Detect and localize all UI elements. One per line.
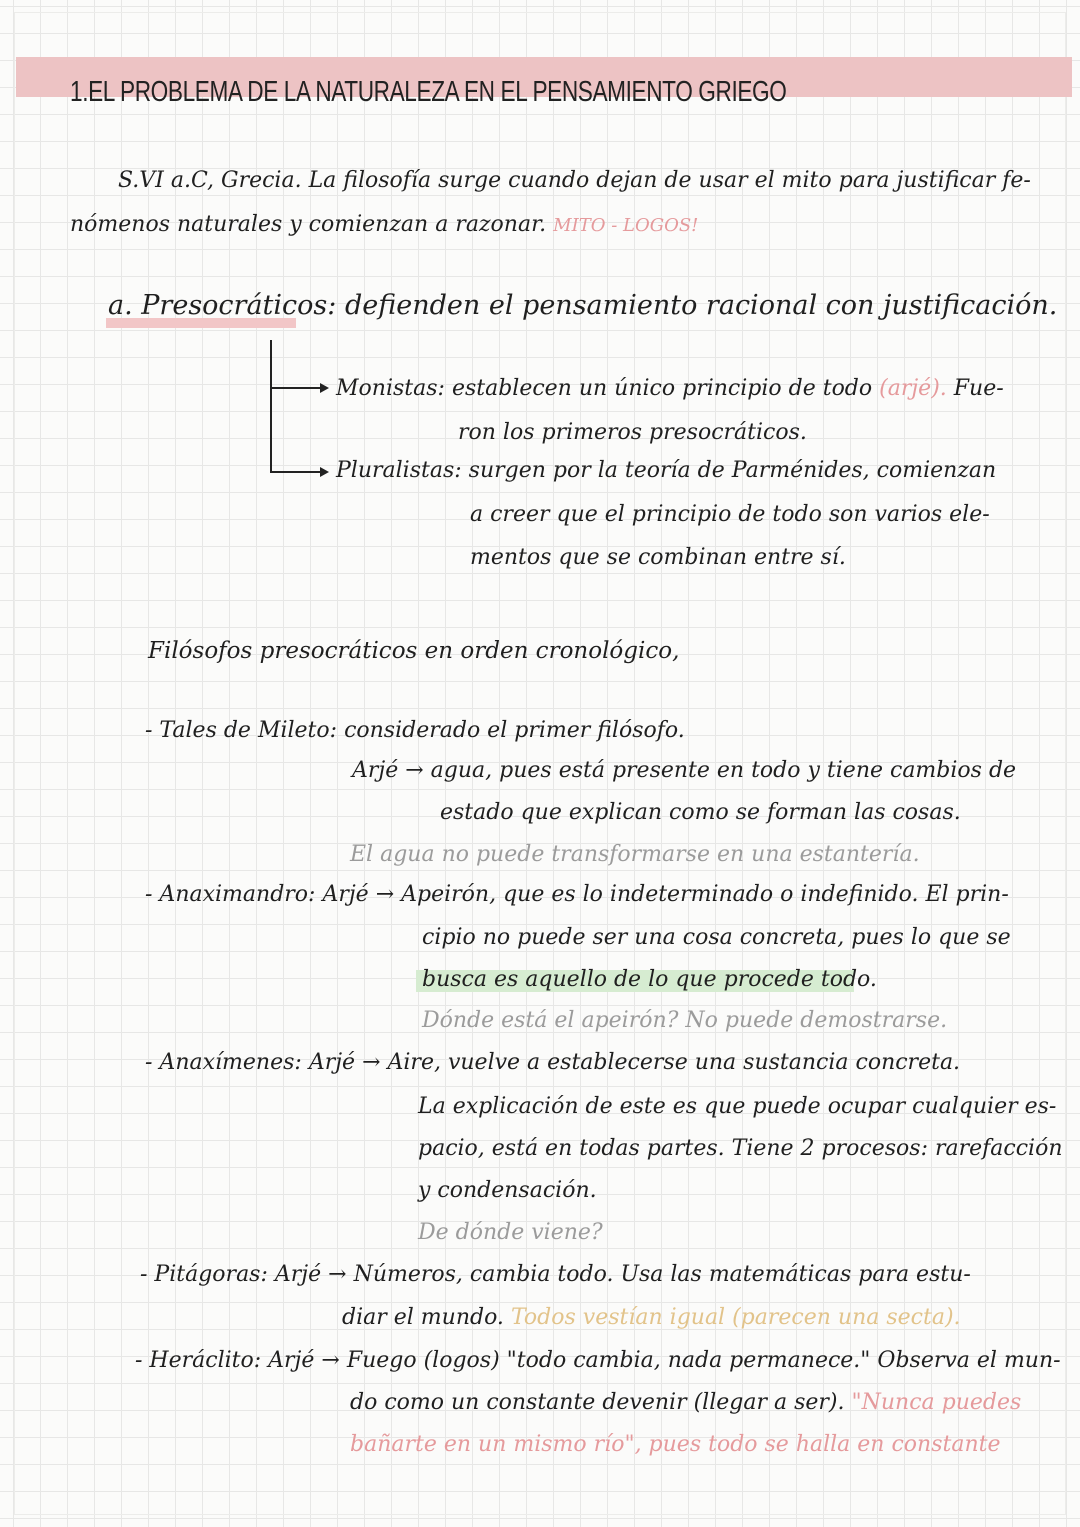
tales-line-1 (145, 718, 685, 743)
tree-branch-monistas (270, 387, 322, 389)
section-a-label: a. Presocráticos: (108, 290, 337, 321)
anaximandro-line-2: cipio no puede ser una cosa concreta, pues lo que se (422, 925, 1011, 950)
pitagoras-arje-text: Números, cambia todo. Usa las matemáticas para estu- (353, 1262, 971, 1287)
monistas-line-1-end: Fue- (953, 376, 1004, 401)
pluralistas-text: surgen por la teoría de Parménides, comienzan (468, 458, 997, 483)
mito-logos-note: MITO - LOGOS! (553, 215, 699, 236)
anaximenes-line-2: La explicación de este es que puede ocupar cualquier es- (418, 1094, 1057, 1119)
intro-line-2 (70, 212, 698, 237)
heraclito-line-1 (135, 1348, 1061, 1373)
tales-description: considerado el primer filósofo. (344, 718, 685, 743)
pitagoras-note: Todos vestían igual (parecen una secta). (510, 1305, 961, 1330)
heraclito-quote-end: bañarte en un mismo río", pues todo se halla en constante (350, 1432, 1001, 1457)
pitagoras-line-1 (140, 1262, 971, 1287)
heraclito-line-2 (350, 1390, 1021, 1415)
pitagoras-line-2-text: diar el mundo. (342, 1305, 504, 1330)
tales-critique: El agua no puede transformarse en una estantería. (350, 842, 920, 867)
pitagoras-line-2 (342, 1305, 961, 1330)
arrow-monistas-icon (320, 383, 329, 393)
chronology-heading: Filósofos presocráticos en orden cronológico, (148, 638, 680, 664)
pluralistas-line-1 (336, 458, 996, 483)
tales-line-2 (352, 758, 1016, 783)
arje-term: (arjé). (879, 376, 947, 401)
anaximandro-arje: Arjé → (322, 882, 395, 907)
intro-line-1: S.VI a.C, Grecia. La filosofía surge cuando dejan de usar el mito para justificar fe- (118, 168, 1031, 193)
section-a-text: defienden el pensamiento racional con justificación. (344, 290, 1058, 321)
page-title: 1.EL PROBLEMA DE LA NATURALEZA EN EL PENSAMIENTO GRIEGO (70, 76, 787, 108)
anaximandro-line-1 (145, 882, 1009, 907)
pitagoras-name: - Pitágoras: (140, 1262, 268, 1287)
tree-branch-pluralistas (270, 471, 322, 473)
monistas-label: Monistas: (336, 376, 445, 401)
tales-name: - Tales de Mileto: (145, 718, 338, 743)
anaximenes-critique: De dónde viene? (418, 1220, 603, 1245)
anaximenes-line-3: pacio, está en todas partes. Tiene 2 procesos: rarefacción (418, 1136, 1063, 1161)
pluralistas-line-3: mentos que se combinan entre sí. (470, 545, 846, 570)
monistas-text: establecen un único principio de todo (451, 376, 873, 401)
heraclito-name: - Heráclito: (135, 1348, 262, 1373)
pluralistas-label: Pluralistas: (336, 458, 462, 483)
intro-line-2-text: nómenos naturales y comienzan a razonar. (70, 212, 547, 237)
heraclito-line-2-text: do como un constante devenir (llegar a ser). (350, 1390, 845, 1415)
monistas-line-2: ron los primeros presocráticos. (458, 420, 807, 445)
anaximenes-name: - Anaxímenes: (145, 1050, 302, 1075)
anaximenes-line-1 (145, 1050, 960, 1075)
tales-arje: Arjé → (352, 758, 424, 783)
monistas-line-1 (336, 376, 1004, 401)
arrow-pluralistas-icon (320, 467, 329, 477)
heraclito-arje-text: Fuego (logos) "todo cambia, nada permanece." Observa el mun- (346, 1348, 1061, 1373)
pluralistas-line-2: a creer que el principio de todo son varios ele- (470, 502, 990, 527)
heraclito-arje: Arjé → (268, 1348, 340, 1373)
section-a (108, 290, 1057, 321)
anaximenes-arje-text: Aire, vuelve a establecerse una sustancia concreta. (387, 1050, 961, 1075)
heraclito-quote-start: "Nunca puedes (851, 1390, 1022, 1415)
anaximandro-arje-text: Apeirón, que es lo indeterminado o indefinido. El prin- (401, 882, 1009, 907)
tales-arje-text: agua, pues está presente en todo y tiene cambios de (430, 758, 1017, 783)
anaximandro-line-3: busca es aquello de lo que procede todo. (422, 967, 877, 992)
tales-line-3: estado que explican como se forman las cosas. (440, 800, 961, 825)
tree-vertical-line (270, 340, 272, 472)
anaximandro-name: - Anaximandro: (145, 882, 316, 907)
anaximenes-arje: Arjé → (308, 1050, 381, 1075)
anaximandro-critique: Dónde está el apeirón? No puede demostrarse. (422, 1008, 948, 1033)
pitagoras-arje: Arjé → (274, 1262, 347, 1287)
anaximenes-line-4: y condensación. (418, 1178, 597, 1203)
